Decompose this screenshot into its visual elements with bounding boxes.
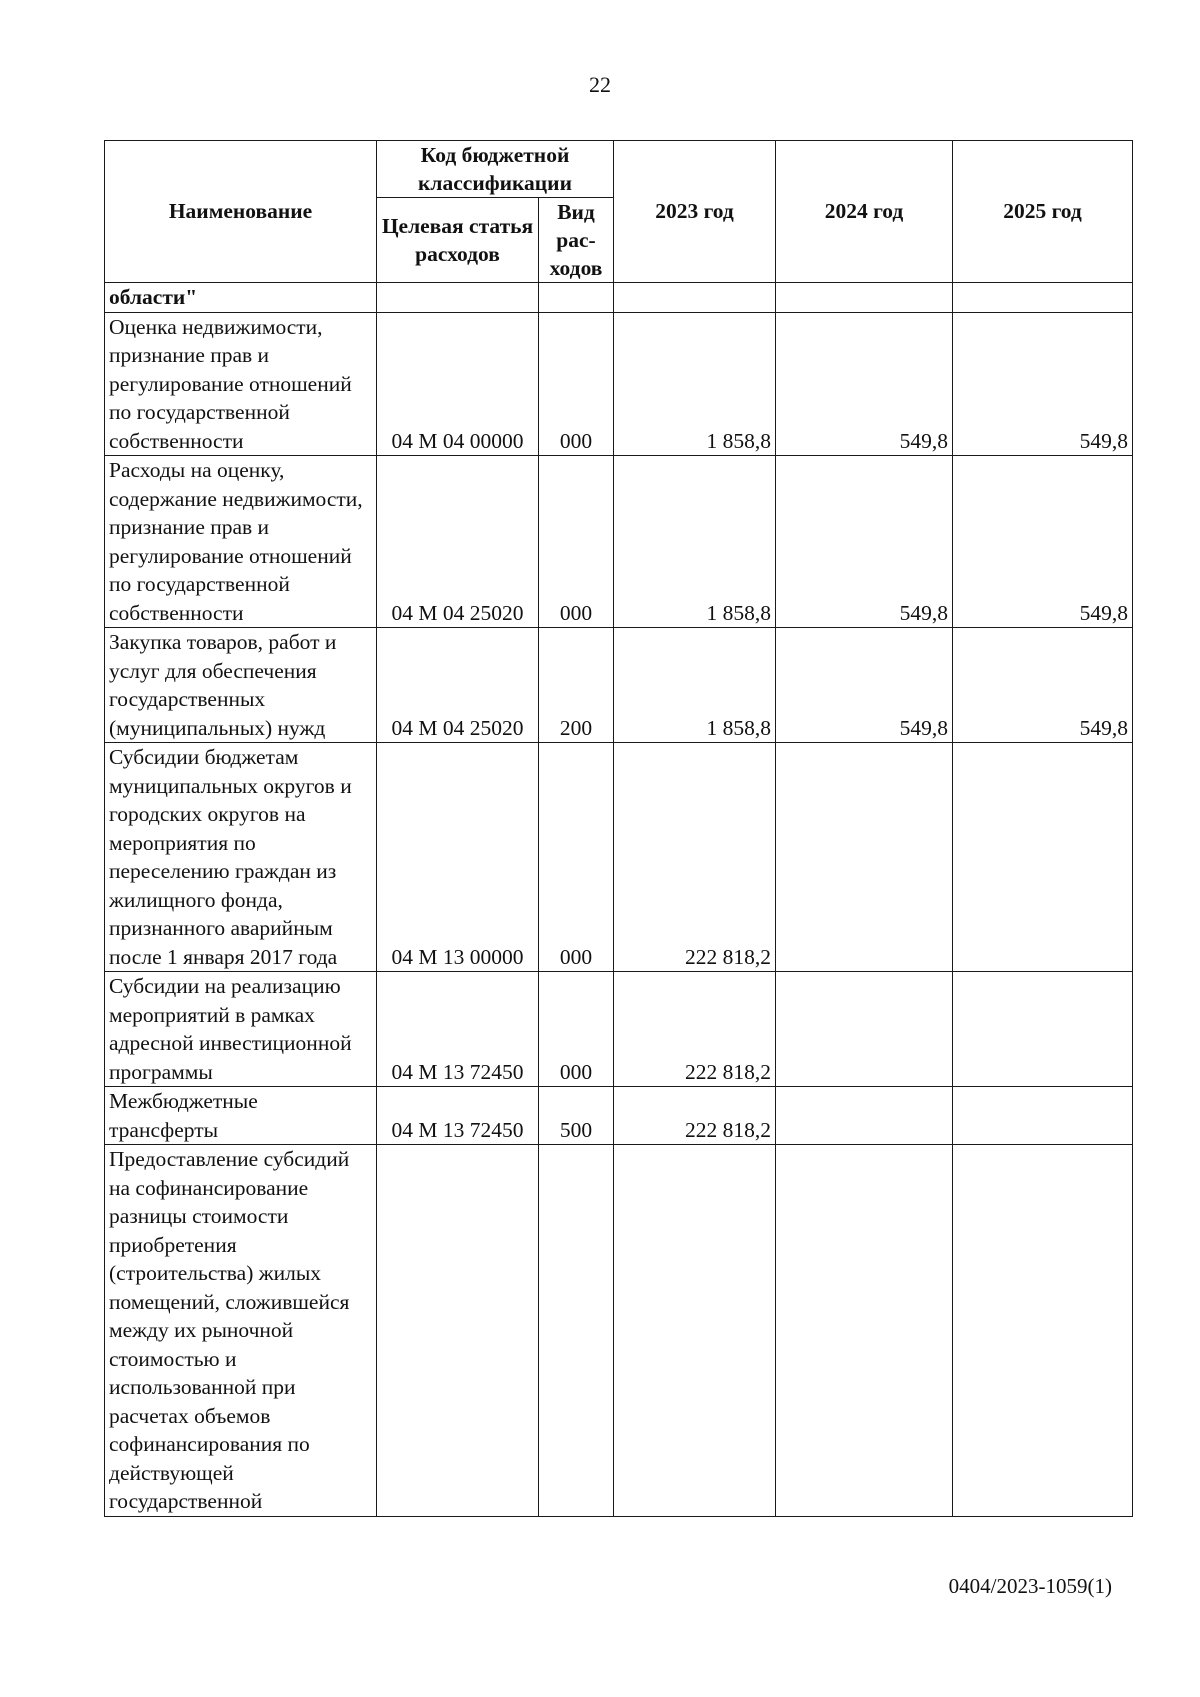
table-row	[105, 283, 1133, 313]
row-name: области"	[105, 283, 377, 313]
row-amount-2024: 549,8	[776, 628, 953, 743]
row-target-code: 04 М 04 00000	[377, 312, 539, 456]
row-amount-2023: 222 818,2	[614, 972, 776, 1087]
row-amount-2023: 222 818,2	[614, 1087, 776, 1145]
row-name: Субсидии бюджетам муниципальных округов и городских округов на мероприятия по переселению граждан из жилищного фонда, признанного аварийным после 1 января 2017 года	[105, 743, 377, 972]
header-name: Наименование	[105, 141, 377, 283]
row-amount-2025	[953, 283, 1133, 313]
table-row	[105, 972, 1133, 1087]
table-row	[105, 312, 1133, 456]
row-name: Расходы на оценку, содержание недвижимости, признание прав и регулирование отношений по государственной собственности	[105, 456, 377, 628]
header-year-2023: 2023 год	[614, 141, 776, 283]
row-amount-2025	[953, 1087, 1133, 1145]
row-target-code	[377, 1145, 539, 1517]
row-amount-2024	[776, 283, 953, 313]
row-amount-2023: 1 858,8	[614, 628, 776, 743]
row-name: Субсидии на реализацию мероприятий в рамках адресной инвестиционной программы	[105, 972, 377, 1087]
row-amount-2025: 549,8	[953, 628, 1133, 743]
row-name: Закупка товаров, работ и услуг для обеспечения государственных (муниципальных) нужд	[105, 628, 377, 743]
page-number: 22	[589, 72, 611, 97]
row-name: Оценка недвижимости, признание прав и регулирование отношений по государственной собственности	[105, 312, 377, 456]
table-row	[105, 1087, 1133, 1145]
row-expense-type: 000	[539, 312, 614, 456]
row-amount-2023: 222 818,2	[614, 743, 776, 972]
row-expense-type: 000	[539, 972, 614, 1087]
row-amount-2024: 549,8	[776, 312, 953, 456]
row-name: Предоставление субсидий на софинансирование разницы стоимости приобретения (строительства) жилых помещений, сложившейся между их рыночной стоимостью и использованной при расчетах объемов софинансирования по действующей государственной	[105, 1145, 377, 1517]
row-expense-type	[539, 1145, 614, 1517]
budget-table	[104, 140, 1133, 1517]
row-expense-type	[539, 283, 614, 313]
table-row	[105, 1145, 1133, 1517]
row-amount-2025	[953, 1145, 1133, 1517]
header-target-article: Целевая статья расходов	[377, 198, 539, 283]
row-target-code: 04 М 04 25020	[377, 628, 539, 743]
row-target-code	[377, 283, 539, 313]
row-expense-type: 500	[539, 1087, 614, 1145]
table-row	[105, 628, 1133, 743]
row-target-code: 04 М 13 72450	[377, 972, 539, 1087]
row-amount-2025	[953, 743, 1133, 972]
header-expense-type: Вид рас-ходов	[539, 198, 614, 283]
row-name: Межбюджетные трансферты	[105, 1087, 377, 1145]
row-expense-type: 200	[539, 628, 614, 743]
header-year-2024: 2024 год	[776, 141, 953, 283]
row-amount-2025	[953, 972, 1133, 1087]
row-amount-2024: 549,8	[776, 456, 953, 628]
row-expense-type: 000	[539, 743, 614, 972]
table-row	[105, 743, 1133, 972]
row-expense-type: 000	[539, 456, 614, 628]
row-amount-2023	[614, 283, 776, 313]
document-code: 0404/2023-1059(1)	[948, 1574, 1112, 1598]
row-amount-2024	[776, 972, 953, 1087]
row-amount-2024	[776, 743, 953, 972]
header-code-group: Код бюджетной классификации	[377, 141, 614, 198]
row-amount-2025: 549,8	[953, 312, 1133, 456]
row-amount-2024	[776, 1145, 953, 1517]
row-target-code: 04 М 13 72450	[377, 1087, 539, 1145]
row-target-code: 04 М 13 00000	[377, 743, 539, 972]
row-amount-2024	[776, 1087, 953, 1145]
row-amount-2023	[614, 1145, 776, 1517]
header-year-2025: 2025 год	[953, 141, 1133, 283]
row-target-code: 04 М 04 25020	[377, 456, 539, 628]
row-amount-2023: 1 858,8	[614, 456, 776, 628]
table-row	[105, 456, 1133, 628]
row-amount-2025: 549,8	[953, 456, 1133, 628]
row-amount-2023: 1 858,8	[614, 312, 776, 456]
